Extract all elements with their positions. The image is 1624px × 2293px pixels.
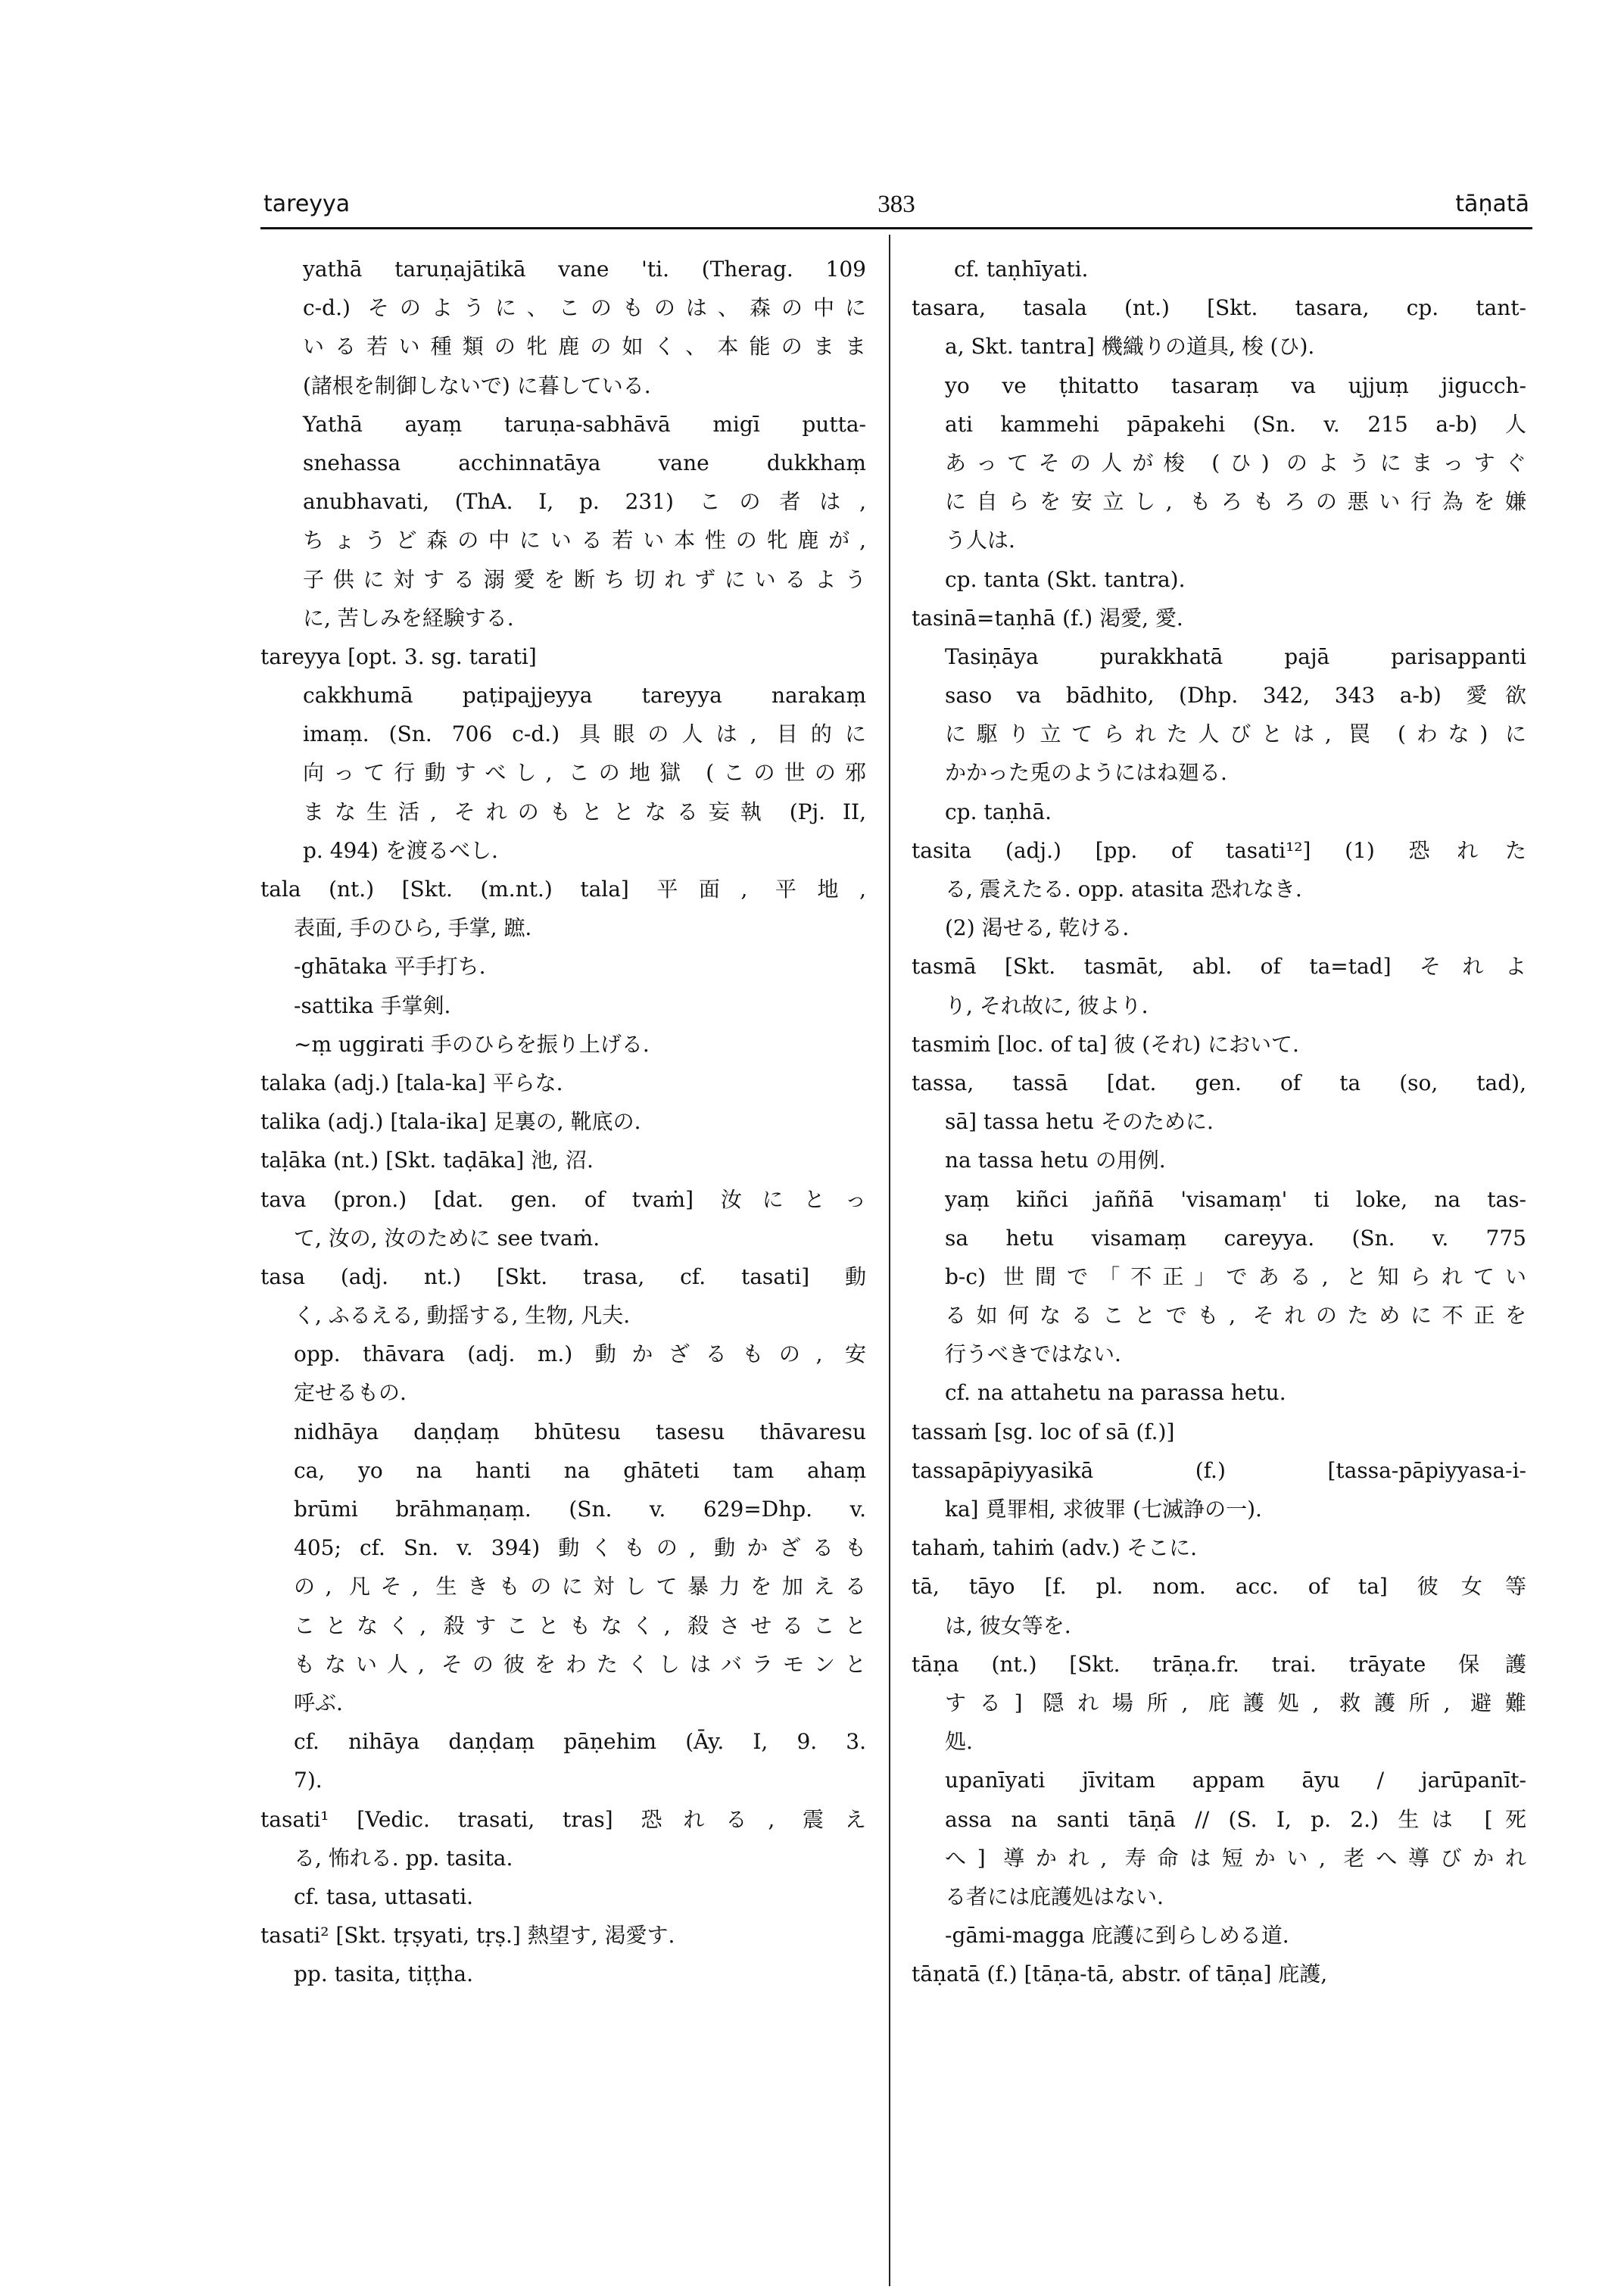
dictionary-line: cakkhumā paṭipajjeyya tareyya narakaṃ bbox=[303, 683, 866, 709]
dictionary-line: 405; cf. Sn. v. 394) 動くもの, 動かざるも bbox=[294, 1535, 866, 1561]
dictionary-line: cp. tanta (Skt. tantra). bbox=[945, 566, 1186, 592]
dictionary-line: る, 震えたる. opp. atasita 恐れなき. bbox=[945, 877, 1302, 902]
dictionary-line: brūmi brāhmaṇaṃ. (Sn. v. 629=Dhp. v. bbox=[294, 1497, 866, 1522]
dictionary-line: する] 隠れ場所, 庇護処, 救護所, 避難 bbox=[945, 1690, 1526, 1715]
dictionary-line: yathā taruṇajātikā vane 'ti. (Therag. 109 bbox=[303, 257, 866, 282]
dictionary-line: に, 苦しみを経験する. bbox=[303, 605, 514, 631]
dictionary-line: saso va bādhito, (Dhp. 342, 343 a-b) 愛欲 bbox=[945, 683, 1526, 709]
dictionary-line: tasara, tasala (nt.) [Skt. tasara, cp. tant- bbox=[912, 295, 1526, 321]
header-rule bbox=[260, 227, 1532, 229]
dictionary-line: snehassa acchinnatāya vane dukkhaṃ bbox=[303, 450, 866, 475]
dictionary-line: に駆り立てられた人びとは, 罠 (わな) に bbox=[945, 721, 1526, 747]
dictionary-line: tassa, tassā [dat. gen. of ta (so, tad), bbox=[912, 1070, 1526, 1095]
dictionary-line: (2) 渇せる, 乾ける. bbox=[945, 915, 1130, 941]
right-column bbox=[912, 250, 1526, 1993]
dictionary-line: talaka (adj.) [tala-ka] 平らな. bbox=[260, 1070, 563, 1095]
dictionary-line: 向って行動すべし, この地獄 (この世の邪 bbox=[303, 760, 866, 786]
dictionary-line: 行うべきではない. bbox=[945, 1341, 1121, 1367]
dictionary-line: anubhavati, (ThA. I, p. 231) この者は, bbox=[303, 489, 866, 515]
dictionary-line: へ] 導かれ, 寿命は短かい, 老へ導びかれ bbox=[945, 1845, 1526, 1871]
page-number: 383 bbox=[877, 191, 915, 218]
dictionary-line: に自らを安立し, もろもろの悪い行為を嫌 bbox=[945, 489, 1526, 515]
dictionary-line: pp. tasita, tiṭṭha. bbox=[294, 1961, 474, 1987]
header-guide-word-left: tareyya bbox=[263, 191, 351, 217]
dictionary-line: tava (pron.) [dat. gen. of tvaṁ] 汝にとっ bbox=[260, 1186, 866, 1212]
dictionary-line: 表面, 手のひら, 手掌, 蹠. bbox=[294, 915, 532, 941]
dictionary-line: assa na santi tāṇā // (S. I, p. 2.) 生は [死 bbox=[945, 1806, 1526, 1832]
dictionary-line: ati kammehi pāpakehi (Sn. v. 215 a-b) 人 bbox=[945, 411, 1526, 437]
dictionary-line: sā] tassa hetu そのために. bbox=[945, 1109, 1214, 1135]
dictionary-line: ~ṃ uggirati 手のひらを振り上げる. bbox=[294, 1031, 650, 1057]
dictionary-line: yo ve ṭhitatto tasaraṃ va ujjuṃ jigucch- bbox=[945, 372, 1526, 398]
dictionary-line: tasinā=taṇhā (f.) 渇愛, 愛. bbox=[912, 605, 1183, 631]
dictionary-line: あってその人が梭 (ひ) のようにまっすぐ bbox=[945, 450, 1526, 475]
dictionary-line: tasmā [Skt. tasmāt, abl. of ta=tad] それよ bbox=[912, 954, 1526, 980]
dictionary-line: る, 怖れる. pp. tasita. bbox=[294, 1845, 513, 1871]
dictionary-line: tasa (adj. nt.) [Skt. trasa, cf. tasati] 動 bbox=[260, 1263, 866, 1289]
dictionary-line: a, Skt. tantra] 機織りの道具, 梭 (ひ). bbox=[945, 334, 1315, 360]
dictionary-line: かかった兎のようにはね廻る. bbox=[945, 760, 1227, 786]
dictionary-line: talika (adj.) [tala-ika] 足裏の, 靴底の. bbox=[260, 1109, 641, 1135]
dictionary-line: tareyya [opt. 3. sg. tarati] bbox=[260, 643, 537, 669]
left-column bbox=[260, 250, 866, 1993]
dictionary-line: もない人, その彼をわたくしはバラモンと bbox=[294, 1651, 866, 1677]
dictionary-line: -ghātaka 平手打ち. bbox=[294, 954, 486, 980]
dictionary-line: tā, tāyo [f. pl. nom. acc. of ta] 彼女等 bbox=[912, 1574, 1526, 1600]
dictionary-line: ちょうど森の中にいる若い本性の牝鹿が, bbox=[303, 528, 866, 553]
dictionary-line: cp. taṇhā. bbox=[945, 799, 1052, 824]
dictionary-line: tāṇa (nt.) [Skt. trāṇa.fr. trai. trāyate 保護 bbox=[912, 1651, 1526, 1677]
dictionary-line: tassaṁ [sg. loc of sā (f.)] bbox=[912, 1419, 1175, 1444]
dictionary-line: Tasiṇāya purakkhatā pajā parisappanti bbox=[945, 643, 1526, 669]
dictionary-line: Yathā ayaṃ taruṇa-sabhāvā migī putta- bbox=[303, 411, 866, 437]
dictionary-line: tasmiṁ [loc. of ta] 彼 (それ) において. bbox=[912, 1031, 1299, 1057]
dictionary-line: -sattika 手掌剣. bbox=[294, 992, 451, 1018]
dictionary-line: tasati² [Skt. tṛṣyati, tṛṣ.] 熱望す, 渇愛す. bbox=[260, 1923, 675, 1949]
dictionary-line: て, 汝の, 汝のために see tvaṁ. bbox=[294, 1225, 600, 1251]
dictionary-line: cf. tasa, uttasati. bbox=[294, 1883, 474, 1909]
dictionary-line: upanīyati jīvitam appam āyu / jarūpanīt- bbox=[945, 1768, 1526, 1793]
dictionary-line: いる若い種類の牝鹿の如く、本能のまま bbox=[303, 334, 866, 360]
dictionary-line: ka] 覓罪相, 求彼罪 (七滅諍の一). bbox=[945, 1497, 1262, 1522]
dictionary-line: る者には庇護処はない. bbox=[945, 1883, 1164, 1909]
dictionary-line: 7). bbox=[294, 1768, 323, 1793]
dictionary-line: cf. taṇhīyati. bbox=[954, 257, 1089, 282]
dictionary-line: nidhāya daṇḍaṃ bhūtesu tasesu thāvaresu bbox=[294, 1419, 866, 1444]
dictionary-line: (諸根を制御しないで) に暮している. bbox=[303, 372, 651, 398]
dictionary-line: opp. thāvara (adj. m.) 動かざるもの, 安 bbox=[294, 1341, 866, 1367]
dictionary-line: は, 彼女等を. bbox=[945, 1612, 1071, 1638]
dictionary-line: -gāmi-magga 庇護に到らしめる道. bbox=[945, 1923, 1289, 1949]
dictionary-line: c-d.) そのように、このものは、森の中に bbox=[303, 295, 866, 321]
dictionary-line: 定せるもの. bbox=[294, 1380, 407, 1406]
dictionary-line: り, それ故に, 彼より. bbox=[945, 992, 1149, 1018]
dictionary-line: ca, yo na hanti na ghāteti tam ahaṃ bbox=[294, 1457, 866, 1483]
dictionary-line: b-c) 世間で「不正」である, と知られてい bbox=[945, 1263, 1526, 1289]
dictionary-line: yaṃ kiñci jaññā 'visamaṃ' ti loke, na tas- bbox=[945, 1186, 1526, 1212]
dictionary-line: ことなく, 殺すこともなく, 殺させること bbox=[294, 1612, 866, 1638]
dictionary-line: tahaṁ, tahiṁ (adv.) そこに. bbox=[912, 1535, 1198, 1561]
dictionary-line: imaṃ. (Sn. 706 c-d.) 具眼の人は, 目的に bbox=[303, 721, 866, 747]
dictionary-line: cf. nihāya daṇḍaṃ pāṇehim (Āy. I, 9. 3. bbox=[294, 1729, 866, 1755]
dictionary-line: taḷāka (nt.) [Skt. taḍāka] 池, 沼. bbox=[260, 1148, 594, 1173]
dictionary-line: う人は. bbox=[945, 528, 1015, 553]
dictionary-line: く, ふるえる, 動揺する, 生物, 凡夫. bbox=[294, 1303, 631, 1329]
dictionary-line: na tassa hetu の用例. bbox=[945, 1148, 1166, 1173]
dictionary-line: p. 494) を渡るべし. bbox=[303, 837, 498, 863]
header-guide-word-right: tāṇatā bbox=[1455, 191, 1529, 217]
dictionary-line: tāṇatā (f.) [tāṇa-tā, abstr. of tāṇa] 庇護, bbox=[912, 1961, 1328, 1987]
dictionary-line: まな生活, それのもととなる妄執 (Pj. II, bbox=[303, 799, 866, 824]
dictionary-line: cf. na attahetu na parassa hetu. bbox=[945, 1380, 1286, 1406]
dictionary-line: る如何なることでも, それのために不正を bbox=[945, 1303, 1526, 1329]
dictionary-line: tassapāpiyyasikā (f.) [tassa-pāpiyyasa-i- bbox=[912, 1457, 1526, 1483]
dictionary-line: sa hetu visamaṃ careyya. (Sn. v. 775 bbox=[945, 1225, 1526, 1251]
dictionary-line: tala (nt.) [Skt. (m.nt.) tala] 平面, 平地, bbox=[260, 877, 866, 902]
page-header bbox=[263, 191, 1529, 224]
dictionary-line: 処. bbox=[945, 1729, 973, 1755]
dictionary-line: 呼ぶ. bbox=[294, 1690, 343, 1715]
dictionary-line: tasita (adj.) [pp. of tasati¹²] (1) 恐れた bbox=[912, 837, 1526, 863]
dictionary-line: tasati¹ [Vedic. trasati, tras] 恐れる, 震え bbox=[260, 1806, 866, 1832]
dictionary-line: の, 凡そ, 生きものに対して暴力を加える bbox=[294, 1574, 866, 1600]
dictionary-line: 子供に対する溺愛を断ち切れずにいるよう bbox=[303, 566, 866, 592]
column-divider bbox=[889, 235, 890, 2286]
